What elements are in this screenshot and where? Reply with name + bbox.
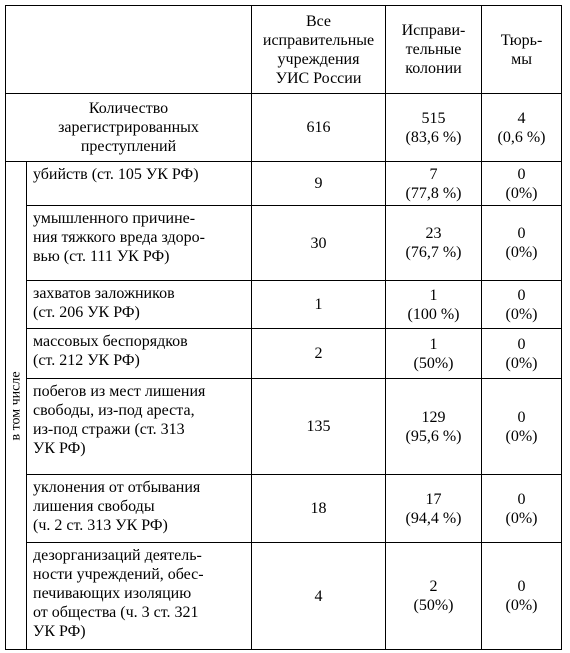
row-colonies: 1 (100 %) [386,281,482,329]
table-row [6,162,562,206]
row-colonies: 7 (77,8 %) [386,162,482,206]
row-label: уклонения от отбывания лишения свободы (ч. 2 ст. 313 УК РФ) [27,475,252,543]
header-all-institutions: Все исправительные учреждения УИС России [252,6,386,94]
header-colonies: Исправи- тельные колонии [386,6,482,94]
row-prisons: 0 (0%) [482,543,562,650]
row-label: захватов заложников (ст. 206 УК РФ) [27,281,252,329]
table-row [6,379,562,475]
row-all: 4 [252,543,386,650]
row-prisons: 0 (0%) [482,475,562,543]
row-label: побегов из мест лишения свободы, из-под ареста, из-под стражи (ст. 313 УК РФ) [27,379,252,475]
row-prisons: 0 (0%) [482,162,562,206]
row-all: 1 [252,281,386,329]
row-label: умышленного причине- ния тяжкого вреда здоро- вью (ст. 111 УК РФ) [27,206,252,281]
row-colonies: 2 (50%) [386,543,482,650]
crime-statistics-table [5,5,562,650]
table-row [6,475,562,543]
group-label: в том числе [8,370,24,441]
row-all: 9 [252,162,386,206]
table-row [6,281,562,329]
group-label-cell [6,162,27,650]
header-row [6,6,562,94]
row-colonies: 17 (94,4 %) [386,475,482,543]
row-label: массовых беспорядков (ст. 212 УК РФ) [27,329,252,379]
table-row [6,206,562,281]
row-colonies: 1 (50%) [386,329,482,379]
row-colonies: 129 (95,6 %) [386,379,482,475]
total-colonies: 515 (83,6 %) [386,94,482,162]
row-all: 18 [252,475,386,543]
row-colonies: 23 (76,7 %) [386,206,482,281]
row-prisons: 0 (0%) [482,329,562,379]
table-row [6,543,562,650]
total-all: 616 [252,94,386,162]
total-label: Количество зарегистрированных преступлений [6,94,252,162]
header-prisons: Тюрь- мы [482,6,562,94]
total-prisons: 4 (0,6 %) [482,94,562,162]
row-prisons: 0 (0%) [482,206,562,281]
row-prisons: 0 (0%) [482,379,562,475]
total-row [6,94,562,162]
row-all: 2 [252,329,386,379]
row-all: 30 [252,206,386,281]
row-prisons: 0 (0%) [482,281,562,329]
table-row [6,329,562,379]
row-all: 135 [252,379,386,475]
row-label: дезорганизаций деятель- ности учреждений, обес- печивающих изоляцию от общества (ч. 3 ст. 321 УК РФ) [27,543,252,650]
header-empty-cell [6,6,252,94]
row-label: убийств (ст. 105 УК РФ) [27,162,252,206]
